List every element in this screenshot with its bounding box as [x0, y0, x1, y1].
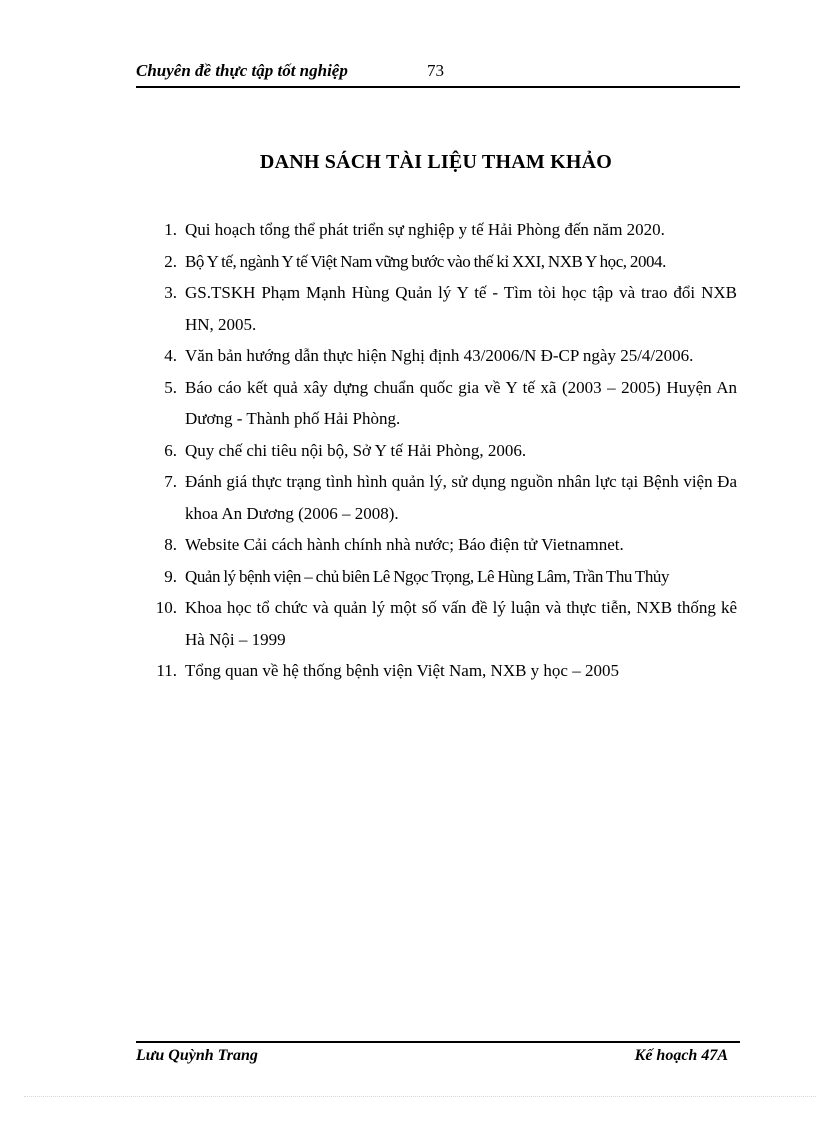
reference-item: [136, 592, 737, 655]
page-number: 73: [427, 61, 444, 80]
reference-text: Bộ Y tế, ngành Y tế Việt Nam vững bước vào thế kỉ XXI, NXB Y học, 2004.: [185, 251, 666, 271]
reference-item: [136, 277, 737, 340]
reference-item: [136, 340, 737, 372]
reference-item: [136, 529, 737, 561]
reference-number: 5.: [164, 377, 177, 397]
reference-text: GS.TSKH Phạm Mạnh Hùng Quản lý Y tế - Tìm tòi học tập và trao đổi NXB HN, 2005.: [185, 283, 737, 334]
reference-text: Quy chế chi tiêu nội bộ, Sở Y tế Hải Phòng, 2006.: [185, 440, 527, 460]
reference-text: Tổng quan về hệ thống bệnh viện Việt Nam, NXB y học – 2005: [185, 661, 619, 680]
page-header: [136, 60, 740, 88]
reference-text: Quản lý bệnh viện – chủ biên Lê Ngọc Trọng, Lê Hùng Lâm, Trần Thu Thủy: [185, 566, 670, 586]
reference-text: Văn bản hướng dẫn thực hiện Nghị định 43/2006/N Đ-CP ngày 25/4/2006.: [185, 346, 694, 365]
reference-number: 1.: [164, 220, 177, 239]
reference-item: [136, 435, 737, 467]
reference-item: [136, 466, 737, 529]
reference-item: [136, 246, 737, 278]
footer-author: Lưu Quỳnh Trang: [136, 1047, 258, 1064]
reference-number: 2.: [164, 251, 177, 271]
reference-number: 4.: [164, 346, 177, 365]
page-footer: [136, 1041, 740, 1067]
reference-number: 11.: [156, 661, 177, 680]
reference-number: 10.: [155, 598, 177, 617]
reference-item: [136, 561, 737, 593]
reference-number: 7.: [164, 472, 177, 491]
document-title: DANH SÁCH TÀI LIỆU THAM KHẢO: [259, 151, 613, 173]
reference-text: Khoa học tổ chức và quản lý một số vấn đề lý luận và thực tiễn, NXB thống kê Hà Nội – 1999: [185, 598, 737, 649]
reference-item: [136, 372, 737, 435]
reference-number: 9.: [164, 566, 177, 586]
reference-text: Đánh giá thực trạng tình hình quản lý, sử dụng nguồn nhân lực tại Bệnh viện Đa khoa An Dương (2006 – 2008).: [185, 472, 737, 523]
reference-number: 8.: [164, 535, 177, 554]
page-edge-divider: [24, 1096, 816, 1097]
reference-text: Báo cáo kết quả xây dựng chuẩn quốc gia về Y tế xã (2003 – 2005) Huyện An Dương - Thành phố Hải Phòng.: [185, 377, 737, 428]
reference-item: [136, 214, 737, 246]
footer-class: Kế hoạch 47A: [634, 1047, 728, 1064]
reference-list: [136, 214, 737, 687]
reference-text: Qui hoạch tổng thể phát triển sự nghiệp y tế Hải Phòng đến năm 2020.: [185, 220, 665, 239]
reference-number: 3.: [164, 283, 177, 302]
reference-text: Website Cải cách hành chính nhà nước; Báo điện tử Vietnamnet.: [185, 535, 624, 554]
reference-number: 6.: [164, 440, 177, 460]
header-title: Chuyên đề thực tập tốt nghiệp: [136, 61, 348, 80]
reference-item: [136, 655, 737, 687]
